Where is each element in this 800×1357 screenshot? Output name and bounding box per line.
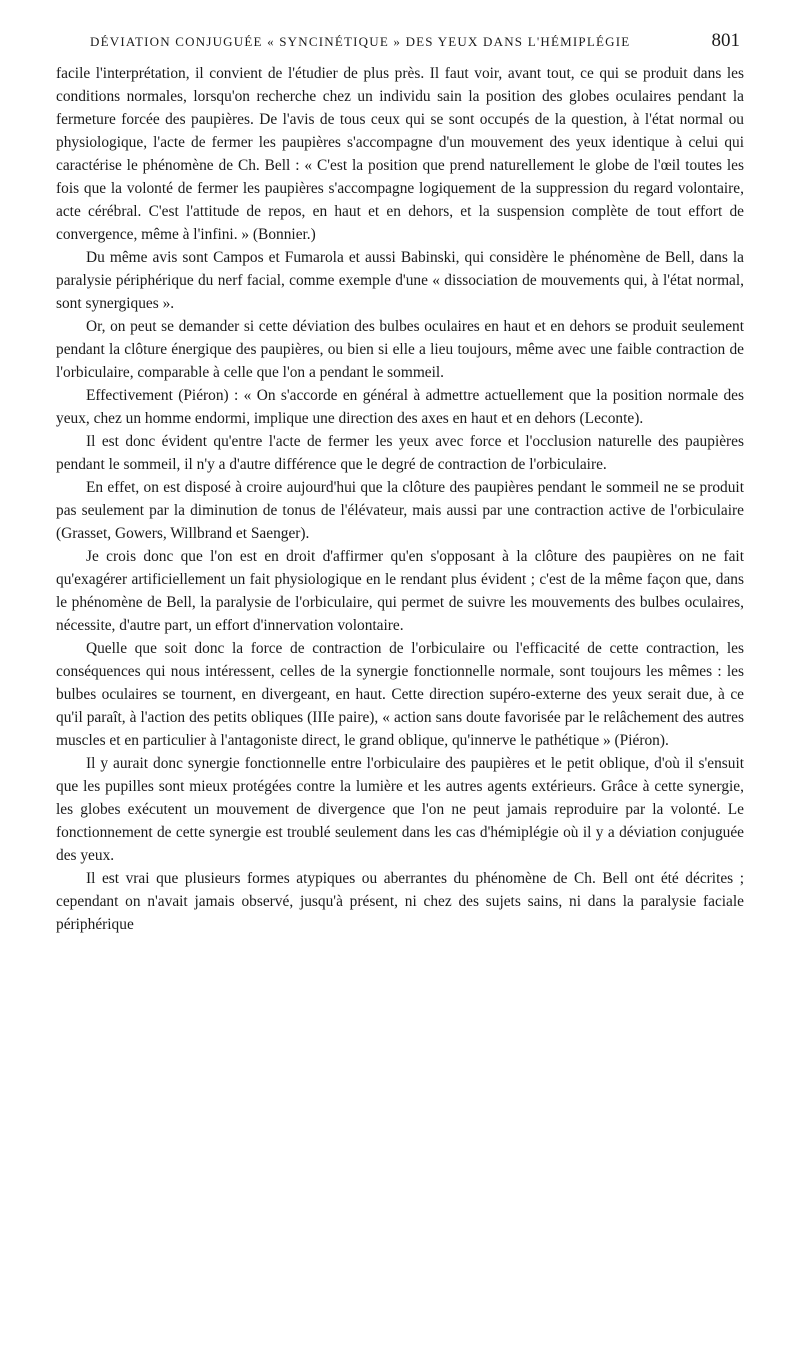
paragraph-8: Quelle que soit donc la force de contraction de l'orbiculaire ou l'efficacité de cette contraction, les conséquences qui nous intéressent, celles de la synergie fonctionnelle normale, sont toujours les mêmes : les bulbes oculaires se tournent, en divergeant, en haut. Cette direction supéro-externe des yeux serait due, à ce qu'il paraît, à l'action des petits obliques (IIIe paire), « action sans doute favorisée par le relâchement des autres muscles et en particulier à l'antagoniste direct, le grand oblique, qu'innerve le pathétique » (Piéron). — [56, 640, 744, 749]
running-head — [90, 30, 740, 54]
body-text — [56, 62, 744, 936]
paragraph-1: facile l'interprétation, il convient de l'étudier de plus près. Il faut voir, avant tout, ce qui se produit dans les conditions normales, lorsqu'on recherche chez un individu sain la position des globes oculaires pendant la fermeture forcée des paupières. De l'avis de tous ceux qui se sont occupés de la question, à l'état normal ou physiologique, l'acte de fermer les paupières s'accompagne d'un mouvement des yeux identique à celui qui caractérise le phénomène de Ch. Bell : « C'est la position que prend naturellement le globe de l'œil toutes les fois que la volonté de fermer les paupières s'accompagne logiquement de la suppression du regard volontaire, acte cérébral. C'est l'attitude de repos, en haut et en dehors, et la suspension complète de tout effort de convergence, même à l'infini. » (Bonnier.) — [56, 65, 744, 243]
paragraph-10: Il est vrai que plusieurs formes atypiques ou aberrantes du phénomène de Ch. Bell ont été décrites ; cependant on n'avait jamais observé, jusqu'à présent, ni chez des sujets sains, ni dans la paralysie faciale périphérique — [56, 870, 744, 933]
running-title: DÉVIATION CONJUGUÉE « SYNCINÉTIQUE » DES YEUX DANS L'HÉMIPLÉGIE — [90, 34, 631, 49]
paragraph-9: Il y aurait donc synergie fonctionnelle entre l'orbiculaire des paupières et le petit oblique, d'où il s'ensuit que les pupilles sont mieux protégées contre la lumière et les autres agents extérieurs. Grâce à cette synergie, les globes exécutent un mouvement de divergence que l'on ne peut jamais reproduire par la volonté. Le fonctionnement de cette synergie est troublé seulement dans les cas d'hémiplégie où il y a déviation conjuguée des yeux. — [56, 755, 744, 864]
paragraph-7: Je crois donc que l'on est en droit d'affirmer qu'en s'opposant à la clôture des paupières on ne fait qu'exagérer artificiellement un fait physiologique en le rendant plus évident ; c'est de la même façon que, dans le phénomène de Bell, la paralysie de l'orbiculaire, qui permet de suivre les mouvements des bulbes oculaires, nécessite, d'autre part, un effort d'innervation volontaire. — [56, 548, 744, 634]
paragraph-2: Du même avis sont Campos et Fumarola et aussi Babinski, qui considère le phénomène de Bell, dans la paralysie périphérique du nerf facial, comme exemple d'une « dissociation de mouvements qui, à l'état normal, sont synergiques ». — [56, 249, 744, 312]
paragraph-5: Il est donc évident qu'entre l'acte de fermer les yeux avec force et l'occlusion naturelle des paupières pendant le sommeil, il n'y a d'autre différence que le degré de contraction de l'orbiculaire. — [56, 433, 744, 473]
paragraph-6: En effet, on est disposé à croire aujourd'hui que la clôture des paupières pendant le sommeil ne se produit pas seulement par la diminution de tonus de l'élévateur, mais aussi par une contraction active de l'orbiculaire (Grasset, Gowers, Willbrand et Saenger). — [56, 479, 744, 542]
paragraph-3: Or, on peut se demander si cette déviation des bulbes oculaires en haut et en dehors se produit seulement pendant la clôture énergique des paupières, ou bien si elle a lieu toujours, même avec une faible contraction de l'orbiculaire, comparable à celle que l'on a pendant le sommeil. — [56, 318, 744, 381]
paragraph-4: Effectivement (Piéron) : « On s'accorde en général à admettre actuellement que la position normale des yeux, chez un homme endormi, implique une direction des axes en haut et en dehors (Leconte). — [56, 387, 744, 427]
page-number: 801 — [711, 30, 740, 51]
